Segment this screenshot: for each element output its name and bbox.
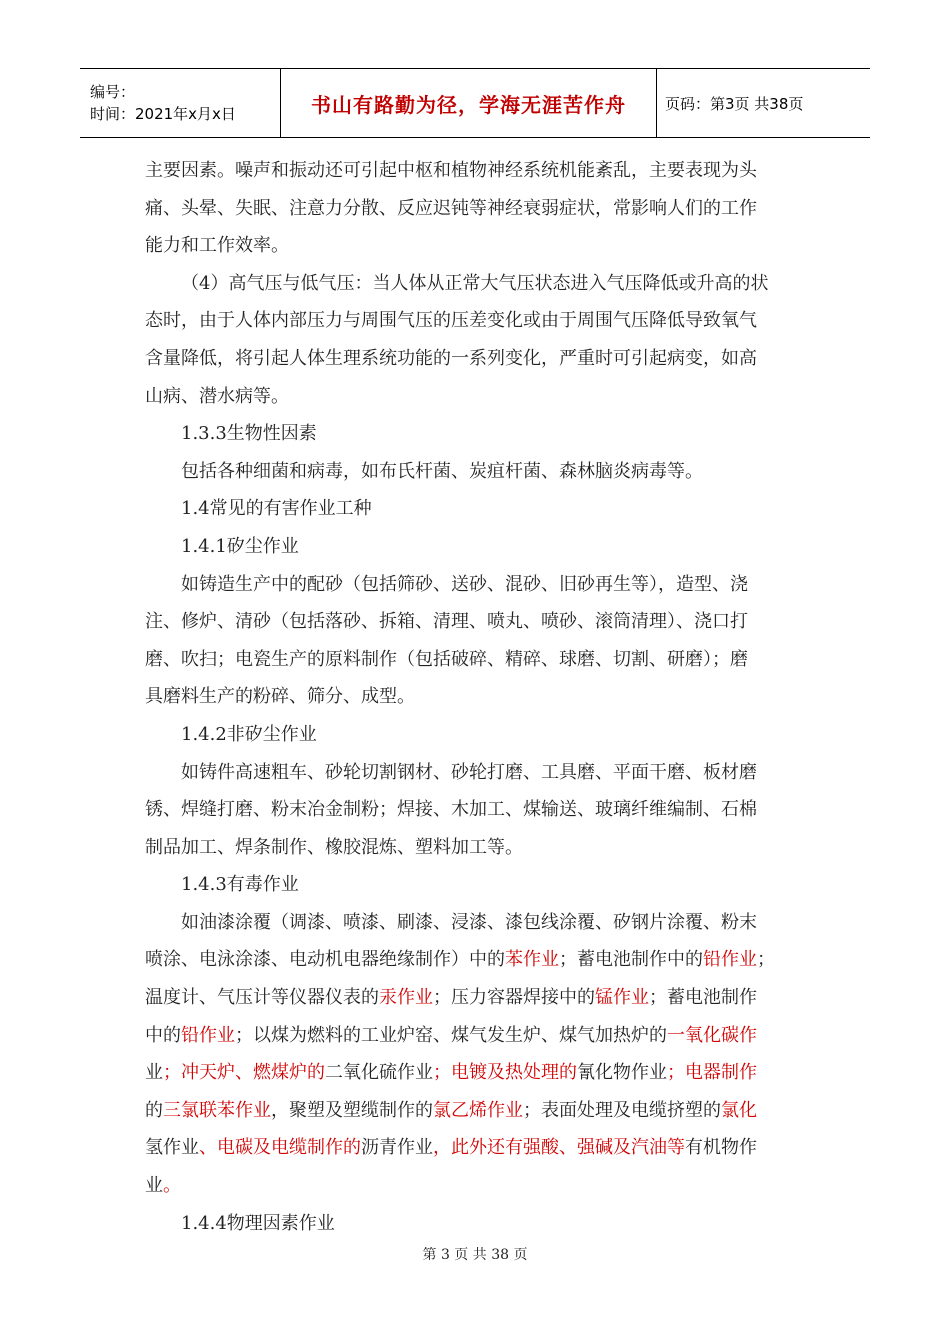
text-line <box>145 190 805 228</box>
text-segment: 1.4.4物理因素作业 <box>181 1212 335 1234</box>
text-segment: 如铸件高速粗车、砂轮切割钢材、砂轮打磨、工具磨、平面干磨、板材磨 <box>181 761 757 783</box>
text-segment: 能力和工作效率。 <box>145 235 289 257</box>
text-segment: 如铸造生产中的配砂（包括筛砂、送砂、混砂、旧砂再生等），造型、浇 <box>181 573 748 595</box>
text-segment: ；表面处理及电缆挤塑的 <box>523 1099 721 1121</box>
text-segment: 沥青作业 <box>361 1137 433 1159</box>
text-segment: 业 <box>145 1175 163 1197</box>
text-line <box>145 490 805 528</box>
text-line <box>145 866 805 904</box>
text-line <box>145 566 805 604</box>
highlighted-term: 氯化 <box>721 1099 757 1121</box>
text-line <box>145 1054 805 1092</box>
text-segment: 1.4.1矽尘作业 <box>181 535 299 557</box>
text-segment: 如油漆涂覆（调漆、喷漆、刷漆、浸漆、漆包线涂覆、矽钢片涂覆、粉末 <box>181 911 757 933</box>
text-line <box>145 678 805 716</box>
text-line <box>145 829 805 867</box>
text-segment: 氢作业 <box>145 1137 199 1159</box>
text-segment: 1.4常见的有害作业工种 <box>181 498 372 520</box>
highlighted-term: ；电镀及热处理的 <box>433 1062 577 1084</box>
header-page-info <box>657 69 870 137</box>
page-footer <box>0 1244 950 1264</box>
text-line <box>145 716 805 754</box>
highlighted-term: 三氯联苯作业 <box>163 1099 271 1121</box>
highlighted-term: 苯作业 <box>505 949 559 971</box>
page-header <box>80 68 870 138</box>
text-segment: 磨、吹扫；电瓷生产的原料制作（包括破碎、精碎、球磨、切割、研磨）；磨 <box>145 648 748 670</box>
text-segment: 氰化物作业 <box>577 1062 667 1084</box>
highlighted-term: ；冲天炉、燃煤炉的 <box>163 1062 325 1084</box>
text-segment: 注、修炉、清砂（包括落砂、拆箱、清理、喷丸、喷砂、滚筒清理）、浇口打 <box>145 611 748 633</box>
time-label: 时间：2021年x月x日 <box>90 105 236 123</box>
text-line <box>145 941 805 979</box>
text-line <box>145 265 805 303</box>
text-segment: 二氧化硫作业 <box>325 1062 433 1084</box>
highlighted-term: 锰作业 <box>595 987 649 1009</box>
text-line <box>145 979 805 1017</box>
highlighted-term: 一氧化碳作 <box>667 1024 757 1046</box>
text-segment: 山病、潜水病等。 <box>145 385 289 407</box>
header-motto <box>281 69 657 137</box>
text-segment: ；蓄电池制作中的 <box>559 949 703 971</box>
text-segment: ，聚塑及塑缆制作的 <box>271 1099 433 1121</box>
header-meta <box>80 69 281 137</box>
text-line <box>145 1017 805 1055</box>
text-segment: 1.4.3有毒作业 <box>181 874 299 896</box>
text-segment: 的 <box>145 1099 163 1121</box>
text-segment: （4）高气压与低气压：当人体从正常大气压状态进入气压降低或升高的状 <box>181 272 769 294</box>
document-body <box>145 152 805 1242</box>
text-segment: ；压力容器焊接中的 <box>433 987 595 1009</box>
text-line <box>145 302 805 340</box>
highlighted-term: 汞作业 <box>379 987 433 1009</box>
text-line <box>145 1205 805 1243</box>
highlighted-term: 。 <box>163 1175 181 1197</box>
text-line <box>145 603 805 641</box>
text-segment: 1.4.2非矽尘作业 <box>181 723 317 745</box>
page-info-text: 页码：第3页 共38页 <box>665 94 804 113</box>
footer-page-number: 第 3 页 共 38 页 <box>422 1247 528 1263</box>
code-label: 编号： <box>90 83 136 101</box>
highlighted-term: 铅作业 <box>181 1024 235 1046</box>
text-line <box>145 378 805 416</box>
text-segment: 锈、焊缝打磨、粉末冶金制粉；焊接、木加工、煤输送、玻璃纤维编制、石棉 <box>145 799 757 821</box>
text-segment: 有机物作 <box>685 1137 757 1159</box>
text-segment: 含量降低，将引起人体生理系统功能的一系列变化，严重时可引起病变，如高 <box>145 347 757 369</box>
text-line <box>145 1092 805 1130</box>
highlighted-term: 、电碳及电缆制作的 <box>199 1137 361 1159</box>
text-segment: 中的 <box>145 1024 181 1046</box>
text-segment: ；蓄电池制作 <box>649 987 757 1009</box>
text-line <box>145 340 805 378</box>
text-line <box>145 641 805 679</box>
highlighted-term: 铅作业 <box>703 949 757 971</box>
text-line <box>145 453 805 491</box>
text-segment: 态时，由于人体内部压力与周围气压的压差变化或由于周围气压降低导致氧气 <box>145 310 757 332</box>
highlighted-term: 氯乙烯作业 <box>433 1099 523 1121</box>
text-line <box>145 415 805 453</box>
motto-text: 书山有路勤为径，学海无涯苦作舟 <box>311 92 626 117</box>
text-segment: 喷涂、电泳涂漆、电动机电器绝缘制作）中的 <box>145 949 505 971</box>
text-line <box>145 754 805 792</box>
highlighted-term: ，此外还有强酸、强碱及汽油等 <box>433 1137 685 1159</box>
text-line <box>145 791 805 829</box>
text-segment: 1.3.3生物性因素 <box>181 423 317 445</box>
text-line <box>145 1167 805 1205</box>
text-line <box>145 1129 805 1167</box>
text-segment: 主要因素。噪声和振动还可引起中枢和植物神经系统机能紊乱，主要表现为头 <box>145 160 757 181</box>
text-line <box>145 904 805 942</box>
text-segment: 具磨料生产的粉碎、筛分、成型。 <box>145 686 415 708</box>
text-line <box>145 528 805 566</box>
text-segment: ；以煤为燃料的工业炉窑、煤气发生炉、煤气加热炉的 <box>235 1024 667 1046</box>
highlighted-term: ；电器制作 <box>667 1062 757 1084</box>
text-segment: 业 <box>145 1062 163 1084</box>
text-segment: 包括各种细菌和病毒，如布氏杆菌、炭疽杆菌、森林脑炎病毒等。 <box>181 460 703 482</box>
text-segment: 温度计、气压计等仪器仪表的 <box>145 987 379 1009</box>
text-line <box>145 227 805 265</box>
text-segment: 痛、头晕、失眠、注意力分散、反应迟钝等神经衰弱症状，常影响人们的工作 <box>145 197 757 219</box>
text-segment: ； <box>757 949 775 971</box>
text-segment: 制品加工、焊条制作、橡胶混炼、塑料加工等。 <box>145 836 523 858</box>
text-line <box>145 152 805 190</box>
